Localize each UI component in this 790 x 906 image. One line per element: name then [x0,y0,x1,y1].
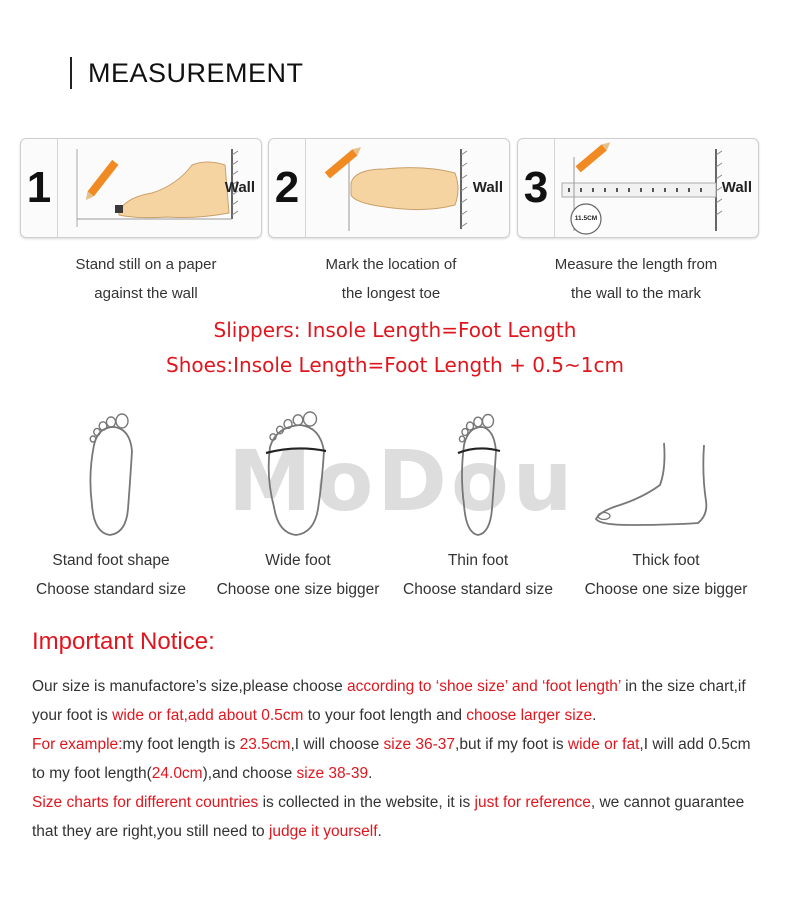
caption-line: Mark the location of [325,256,457,273]
foot-type-advice: Choose one size bigger [584,581,748,598]
notice-highlight: size 38-39 [296,765,369,782]
notice-text: to your foot length and [303,707,467,724]
notice-p2 [32,736,751,782]
wide-foot-label [202,546,394,604]
foot-type-name: Thick foot [632,552,700,569]
notice-highlight: according to ‘shoe size’ and ‘foot length’ [347,678,621,695]
notice-text: Our size is manufactore’s size,please choose [32,678,348,695]
brand-watermark: MoDou [228,432,577,530]
notice-text: in the size chart,if your foot is [32,678,746,724]
notice-highlight: Size charts for different countries [32,794,259,811]
page-title: MEASUREMENT [88,57,304,88]
step-2-caption [271,250,511,308]
step-3-caption [516,250,756,308]
notice-text: ,I will choose [290,736,384,753]
notice-text: ,I will add 0.5cm to my foot length( [32,736,751,782]
wide-foot-icon [256,405,336,545]
notice-highlight: size 36-37 [383,736,456,753]
thin-foot-icon [438,405,518,545]
notice-text: ),and choose [202,765,297,782]
step-2-panel [268,138,510,238]
caption-line: the wall to the mark [570,285,702,302]
step-number: 3 [518,139,555,237]
title-bar-divider [70,57,72,89]
shoes-formula: Shoes:Insole Length=Foot Length + 0.5~1cm [166,353,624,377]
notice-text: . [592,707,597,724]
notice-p1 [32,678,746,724]
step-number: 1 [21,139,58,237]
caption-line: the longest toe [341,285,441,302]
thin-foot-label [388,546,568,604]
step-3-panel [517,138,759,238]
caption-line: Stand still on a paper [75,256,217,273]
foot-type-name: Stand foot shape [52,552,170,569]
notice-highlight: For example: [32,736,123,753]
foot-type-name: Thin foot [447,552,509,569]
wall-label: Wall [224,179,255,196]
notice-text: my foot length is [122,736,240,753]
notice-highlight: just for reference [474,794,591,811]
notice-text: , we cannot guarantee that they are right,you still need to [32,794,745,840]
notice-text: . [368,765,373,782]
foot-type-advice: Choose standard size [36,581,186,598]
notice-highlight: wide or fat,add about 0.5cm [112,707,304,724]
thick-foot-icon [590,405,720,545]
caption-line: against the wall [94,285,198,302]
standard-foot-icon [70,405,150,545]
foot-type-advice: Choose one size bigger [216,581,380,598]
foot-type-name: Wide foot [265,552,331,569]
notice-highlight: 23.5cm [239,736,291,753]
notice-text: is collected in the website, it is [258,794,475,811]
slippers-formula: Slippers: Insole Length=Foot Length [213,318,577,342]
notice-highlight: choose larger size [466,707,593,724]
notice-title: Important Notice: [32,628,215,655]
thick-foot-label [570,546,762,604]
notice-highlight: wide or fat [567,736,640,753]
standard-foot-label [16,546,206,604]
notice-highlight: 24.0cm [151,765,203,782]
wall-label: Wall [721,179,752,196]
step-1-panel [20,138,262,238]
step-number: 2 [269,139,306,237]
notice-body [32,672,762,846]
notice-text: . [377,823,382,840]
notice-text: ,but if my foot is [455,736,568,753]
notice-highlight: judge it yourself [268,823,378,840]
wall-label: Wall [472,179,503,196]
notice-p3 [32,794,744,840]
ruler-measurement-label: 11.5CM [574,215,598,222]
section-header [70,56,304,90]
caption-line: Measure the length from [554,256,718,273]
step-1-caption [26,250,266,308]
foot-type-advice: Choose standard size [403,581,553,598]
